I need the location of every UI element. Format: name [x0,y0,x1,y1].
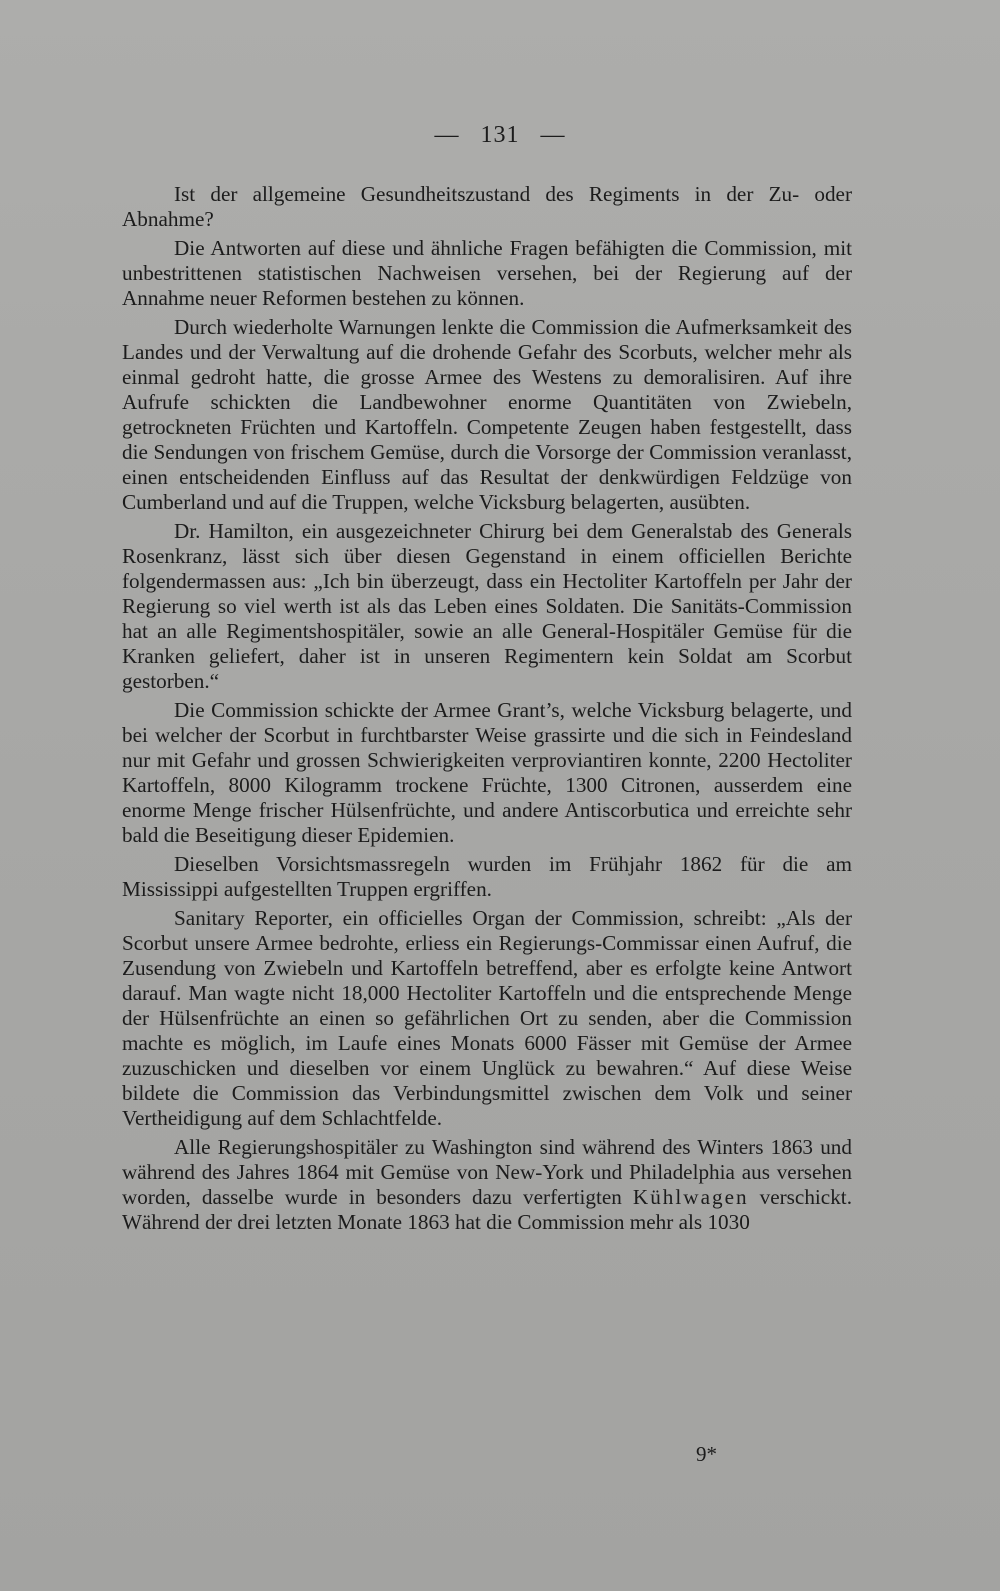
paragraph-1: Ist der allgemeine Gesundheitszustand des Regiments in der Zu- oder Abnahme? [122,182,852,231]
paragraph-7: Sanitary Reporter, ein officielles Organ der Commission, schreibt: „Als der Scorbut unsere Armee bedrohte, erliess ein Regierungs-Commissar einen Aufruf, die Zusendung von Zwiebeln und Kartoffeln betreffend, aber es erfolgte keine Antwort darauf. Man wagte nicht 18,000 Hectoliter Kartoffeln und die entsprechende Menge der Hülsenfrüchte an einen so gefährlichen Ort zu senden, aber die Commission machte es möglich, im Laufe eines Monats 6000 Fässer mit Gemüse der Armee zuzuschicken und dieselben vor einem Unglück zu bewahren.“ Auf diese Weise bildete die Commission das Verbindungsmittel zwischen dem Volk und seiner Vertheidigung auf dem Schlachtfelde. [122,906,852,1130]
paragraph-4: Dr. Hamilton, ein ausgezeichneter Chirurg bei dem Generalstab des Generals Rosenkranz, lässt sich über diesen Gegenstand in einem officiellen Berichte folgendermassen aus: „Ich bin überzeugt, dass ein Hectoliter Kartoffeln per Jahr der Regierung so viel werth ist als das Leben eines Soldaten. Die Sanitäts-Commission hat an alle Regimentshospitäler, sowie an alle General-Hospitäler Gemüse für die Kranken geliefert, daher ist in unseren Regimentern kein Soldat am Scorbut gestorben.“ [122,519,852,693]
paragraph-8-start: Alle Regierungshospitäler zu Washington sind während des Winters 1863 und während des Jahres 1864 mit Gemüse von New-York und Philadelphia aus versehen worden, dasselbe wurde in besonders dazu verfertigten [122,1135,852,1209]
page-number: 131 [480,122,520,148]
sheet-signature-mark: 9* [696,1442,717,1466]
paragraph-6: Dieselben Vorsichtsmassregeln wurden im Frühjahr 1862 für die am Mississippi aufgestellten Truppen ergriffen. [122,852,852,901]
page-header [0,122,1000,149]
paragraph-8-end: verschickt. Während der drei letzten Monate 1863 hat die Commission mehr als 1030 [122,1185,852,1234]
paragraph-8-spaced-term: Kühlwagen [632,1185,749,1209]
paragraph-3: Durch wiederholte Warnungen lenkte die Commission die Aufmerksamkeit des Landes und der Verwaltung auf die drohende Gefahr des Scorbuts, welcher mehr als einmal gedroht hatte, die grosse Armee des Westens zu demoralisiren. Auf ihre Aufrufe schickten die Landbewohner enorme Quantitäten von Zwiebeln, getrockneten Früchten und Kartoffeln. Competente Zeugen haben festgestellt, dass die Sendungen von frischem Gemüse, durch die Vorsorge der Commission veranlasst, einen entscheidenden Einfluss auf das Resultat der denkwürdigen Feldzüge von Cumberland und auf die Truppen, welche Vicksburg belagerten, ausübten. [122,315,852,514]
paragraph-2: Die Antworten auf diese und ähnliche Fragen befähigten die Commission, mit unbestrittenen statistischen Nachweisen versehen, bei der Regierung auf der Annahme neuer Reformen bestehen zu können. [122,236,852,310]
header-dash-left: — [434,122,460,148]
header-dash-right: — [540,122,566,148]
paragraph-8 [122,1135,852,1235]
page-body [122,182,852,1235]
paragraph-5: Die Commission schickte der Armee Grant’s, welche Vicksburg belagerte, und bei welcher der Scorbut in furchtbarster Weise grassirte und die sich in Feindesland nur mit Gefahr und grossen Schwierigkeiten verproviantiren konnte, 2200 Hectoliter Kartoffeln, 8000 Kilogramm trockene Früchte, 1300 Citronen, ausserdem eine enorme Menge frischer Hülsenfrüchte, und andere Antiscorbutica und erreichte sehr bald die Beseitigung dieser Epidemien. [122,698,852,847]
